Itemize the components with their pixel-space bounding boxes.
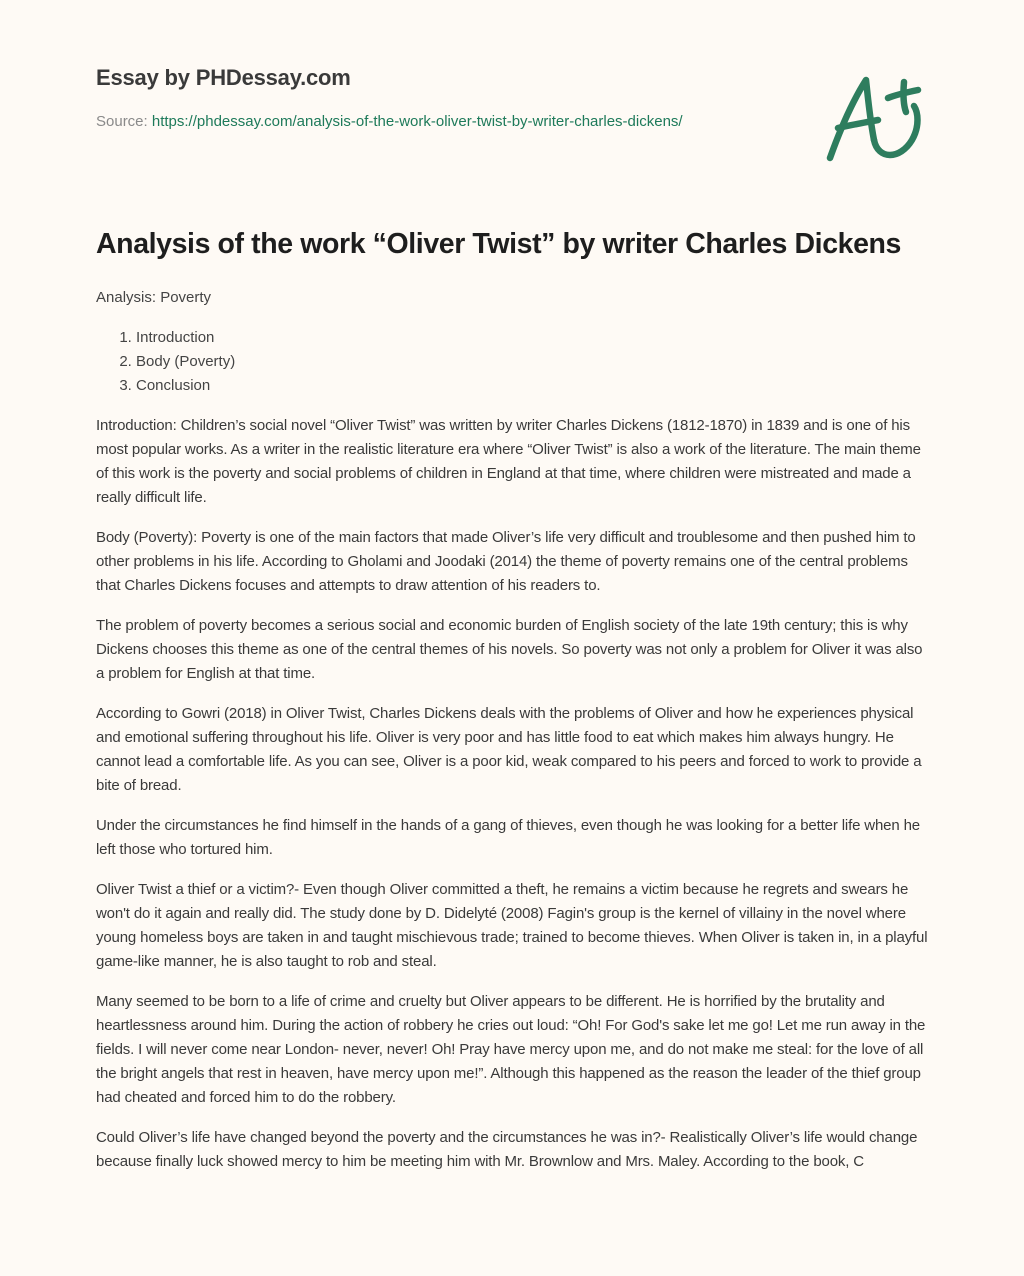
a-plus-logo-icon [818,68,930,168]
source-label: Source: [96,113,152,130]
paragraph-body-poverty: Body (Poverty): Poverty is one of the main factors that made Oliver’s life very difficult and troublesome and then pushed him to other problems in his life. According to Gholami and Joodaki (2014) the theme of poverty remains one of the central problems that Charles Dickens focuses and attempts to draw attention of his readers to. [96,529,916,594]
site-title: Essay by PHDessay.com [96,65,351,90]
essay-subtitle: Analysis: Poverty [96,289,212,306]
toc-item: 2. Body (Poverty) [136,350,932,374]
paragraph: Many seemed to be born to a life of crime and cruelty but Oliver appears to be different. He is horrified by the brutality and heartlessness around him. During the action of robbery he cries out loud: “Oh! For God's sake let me go! Let me run away in the fields. I will never come near London- never, never! Oh! Pray have mercy upon me, and do not make me steal: for the love of all the bright angels that rest in heaven, have mercy upon me!”. Although this happened as the reason the leader of the thief group had cheated and forced him to do the robbery. [96,993,926,1106]
essay-content [96,224,932,1190]
paragraph-introduction: Introduction: Children’s social novel “Oliver Twist” was written by writer Charles Dickens (1812-1870) in 1839 and is one of his most popular works. As a writer in the realistic literature era where “Oliver Twist” is also a work of the literature. The main theme of this work is the poverty and social problems of children in England at that time, where children were mistreated and made a really difficult life. [96,417,921,506]
paragraph-truncated: Could Oliver’s life have changed beyond the poverty and the circumstances he was in?- Realistically Oliver’s life would change because finally luck showed mercy to him be meeting him with Mr. Brownlow and Mrs. Maley. According to the book, C [96,1129,918,1170]
toc-item: 3. Conclusion [136,374,932,398]
table-of-contents [96,326,932,398]
source-link[interactable]: https://phdessay.com/analysis-of-the-work-oliver-twist-by-writer-charles-dickens/ [151,113,683,130]
paragraph: Under the circumstances he find himself in the hands of a gang of thieves, even though he was looking for a better life when he left those who tortured him. [96,817,920,858]
essay-title: Analysis of the work “Oliver Twist” by writer Charles Dickens [96,228,902,260]
source-line [96,110,776,134]
paragraph: The problem of poverty becomes a serious social and economic burden of English society of the late 19th century; this is why Dickens chooses this theme as one of the central themes of his novels. So poverty was not only a problem for Oliver it was also a problem for English at that time. [96,617,923,682]
paragraph: According to Gowri (2018) in Oliver Twist, Charles Dickens deals with the problems of Oliver and how he experiences physical and emotional suffering throughout his life. Oliver is very poor and has little food to eat which makes him always hungry. He cannot lead a comfortable life. As you can see, Oliver is a poor kid, weak compared to his peers and forced to work to provide a bite of bread. [96,705,922,794]
toc-item: 1. Introduction [136,326,932,350]
page-header [96,62,776,134]
paragraph: Oliver Twist a thief or a victim?- Even though Oliver committed a theft, he remains a victim because he regrets and swears he won't do it again and really did. The study done by D. Didelyté (2008) Fagin's group is the kernel of villainy in the novel where young homeless boys are taken in and taught mischievous trade; trained to become thieves. When Oliver is taken in, in a playful game-like manner, he is also taught to rob and steal. [96,881,928,970]
